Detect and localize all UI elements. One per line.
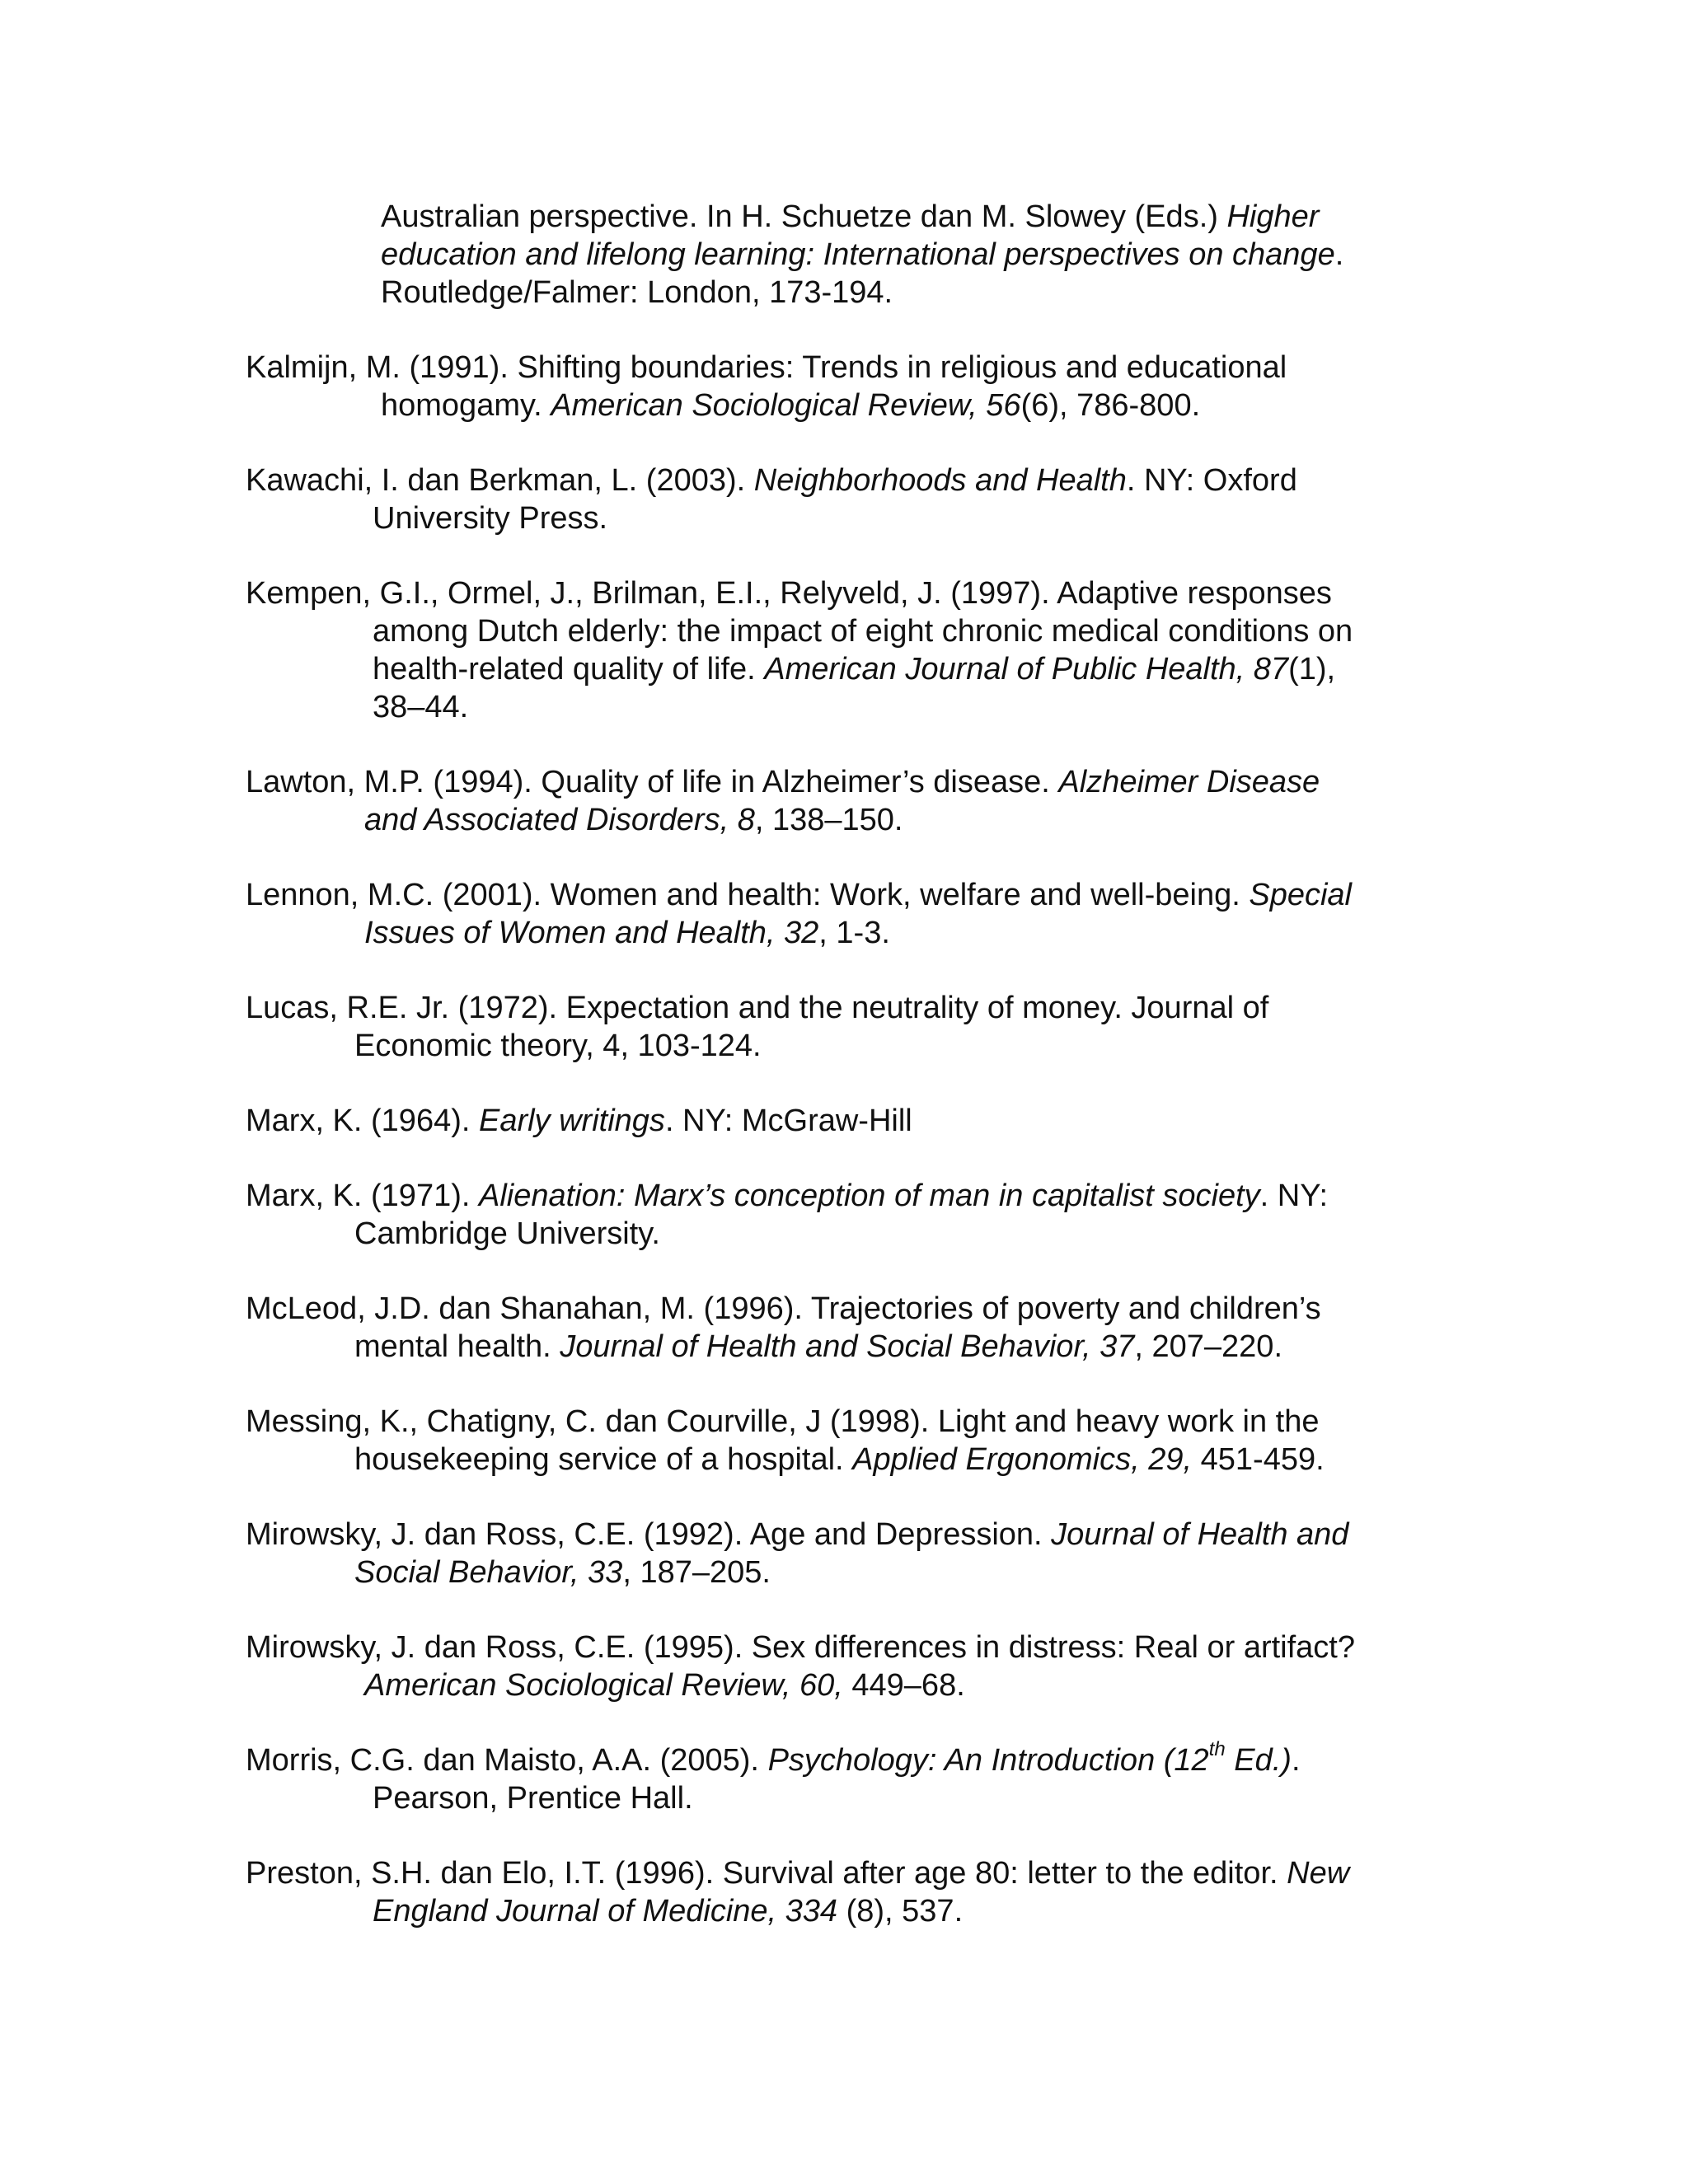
reference-line	[373, 1779, 693, 1817]
reference-line	[246, 1516, 1348, 1554]
text-run: homogamy.	[381, 388, 551, 423]
italic-text: Early writings	[478, 1104, 665, 1138]
text-run: Marx, K. (1971).	[246, 1179, 479, 1213]
italic-text: Neighborhoods and Health	[753, 463, 1127, 498]
text-run: 38–44.	[373, 690, 469, 724]
text-run: . NY: McGraw-Hill	[664, 1104, 912, 1138]
reference-line	[381, 274, 893, 312]
text-run: Mirowsky, J. dan Ross, C.E. (1995). Sex differences in distress: Real or artifact?	[246, 1630, 1355, 1665]
italic-text: Alzheimer Disease	[1058, 765, 1320, 799]
text-run: Kawachi, I. dan Berkman, L. (2003).	[246, 463, 754, 498]
italic-text: Alienation: Marx’s conception of man in capitalist society	[478, 1179, 1260, 1213]
reference-line	[381, 387, 1200, 424]
italic-text: education and lifelong learning: International perspectives on change	[381, 237, 1335, 272]
italic-text: Applied Ergonomics, 29,	[852, 1442, 1193, 1477]
reference-line	[354, 1554, 771, 1591]
reference-line	[246, 1290, 1321, 1328]
reference-line	[364, 801, 903, 839]
italic-text: Ed.)	[1225, 1743, 1292, 1778]
reference-line	[373, 499, 607, 537]
text-run: among Dutch elderly: the impact of eight chronic medical conditions on	[373, 614, 1353, 649]
italic-text: Issues of Women and Health, 32	[364, 916, 819, 950]
text-run: , 187–205.	[622, 1555, 771, 1590]
italic-text: Journal of Health and	[1051, 1517, 1349, 1552]
italic-text: th	[1208, 1738, 1226, 1761]
italic-text: and Associated Disorders, 8	[364, 803, 755, 837]
text-run: , 1-3.	[818, 916, 890, 950]
reference-line	[246, 349, 1287, 387]
reference-line	[246, 1854, 1349, 1892]
reference-line	[364, 1666, 965, 1704]
text-run: .	[1291, 1743, 1301, 1778]
italic-text: Social Behavior, 33	[354, 1555, 623, 1590]
text-run: Marx, K. (1964).	[246, 1104, 479, 1138]
text-run: (6), 786-800.	[1020, 388, 1201, 423]
text-run: Pearson, Prentice Hall.	[373, 1781, 693, 1816]
reference-line	[246, 1102, 912, 1140]
reference-line	[373, 1892, 963, 1930]
reference-line	[246, 989, 1268, 1027]
italic-text: Psychology: An Introduction (12	[767, 1743, 1209, 1778]
text-run: health-related quality of life.	[373, 652, 765, 687]
text-run: (8), 537.	[837, 1894, 964, 1929]
reference-line	[373, 688, 468, 726]
italic-text: Higher	[1226, 199, 1320, 234]
text-run: Mirowsky, J. dan Ross, C.E. (1992). Age and Depression.	[246, 1517, 1052, 1552]
reference-line	[246, 763, 1320, 801]
text-run: . NY:	[1259, 1179, 1329, 1213]
reference-line	[246, 574, 1332, 612]
text-run: mental health.	[354, 1329, 560, 1364]
text-run: .	[1334, 237, 1344, 272]
italic-text: American Journal of Public Health, 87	[764, 652, 1289, 687]
text-run: Lawton, M.P. (1994). Quality of life in Alzheimer’s disease.	[246, 765, 1059, 799]
text-run: Morris, C.G. dan Maisto, A.A. (2005).	[246, 1743, 768, 1778]
reference-line	[246, 462, 1297, 499]
text-run: Routledge/Falmer: London, 173-194.	[381, 275, 893, 310]
text-run: Messing, K., Chatigny, C. dan Courville, J (1998). Light and heavy work in the	[246, 1404, 1320, 1439]
italic-text: England Journal of Medicine, 334	[373, 1894, 838, 1929]
text-run: . NY: Oxford	[1126, 463, 1297, 498]
reference-line	[354, 1215, 660, 1253]
reference-line	[381, 236, 1343, 274]
reference-line	[381, 198, 1319, 236]
reference-line	[354, 1328, 1282, 1366]
text-run: Lucas, R.E. Jr. (1972). Expectation and the neutrality of money. Journal of	[246, 991, 1269, 1025]
text-run: , 207–220.	[1134, 1329, 1282, 1364]
text-run: housekeeping service of a hospital.	[354, 1442, 853, 1477]
reference-line	[373, 650, 1335, 688]
reference-line	[373, 612, 1353, 650]
text-run: Kalmijn, M. (1991). Shifting boundaries: Trends in religious and educational	[246, 350, 1287, 385]
text-run: Economic theory, 4, 103-124.	[354, 1029, 762, 1063]
reference-line	[246, 1629, 1355, 1666]
text-run: University Press.	[373, 501, 608, 536]
text-run: Lennon, M.C. (2001). Women and health: Work, welfare and well-being.	[246, 878, 1250, 912]
text-run: 451-459.	[1192, 1442, 1325, 1477]
reference-line	[246, 1403, 1320, 1441]
reference-line	[364, 914, 890, 952]
italic-text: Journal of Health and Social Behavior, 37	[560, 1329, 1135, 1364]
reference-line	[246, 876, 1352, 914]
italic-text: Special	[1249, 878, 1352, 912]
reference-line	[246, 1177, 1328, 1215]
text-run: Cambridge University.	[354, 1216, 660, 1251]
italic-text: American Sociological Review, 60,	[364, 1668, 843, 1703]
text-run: McLeod, J.D. dan Shanahan, M. (1996). Trajectories of poverty and children’s	[246, 1291, 1321, 1326]
text-run: Kempen, G.I., Ormel, J., Brilman, E.I., Relyveld, J. (1997). Adaptive responses	[246, 576, 1332, 611]
reference-line	[246, 1738, 1301, 1779]
text-run: (1),	[1288, 652, 1336, 687]
text-run: , 138–150.	[754, 803, 903, 837]
text-run: Preston, S.H. dan Elo, I.T. (1996). Survival after age 80: letter to the editor.	[246, 1856, 1287, 1891]
reference-line	[354, 1441, 1325, 1479]
italic-text: American Sociological Review, 56	[551, 388, 1021, 423]
italic-text: New	[1287, 1856, 1350, 1891]
text-run: Australian perspective. In H. Schuetze dan M. Slowey (Eds.)	[381, 199, 1227, 234]
reference-line	[354, 1027, 762, 1065]
text-run: 449–68.	[842, 1668, 965, 1703]
